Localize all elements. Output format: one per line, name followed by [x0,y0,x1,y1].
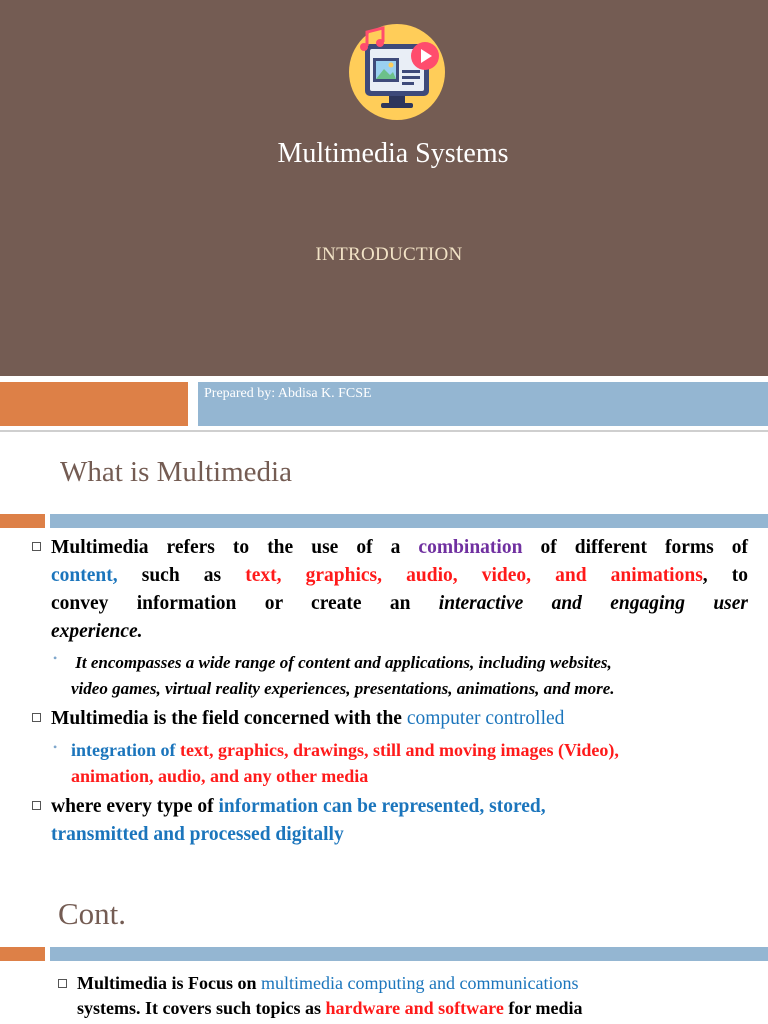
text-run: Multimedia is the field concerned with the [51,708,402,729]
highlight-digital: information can be represented, stored, [218,796,546,817]
round-bullet-icon: • [53,740,58,754]
bullet-paragraph [51,705,748,733]
text-line [71,763,761,789]
orange-accent-bar [0,382,188,426]
highlight-digital: transmitted and processed digitally [51,824,344,845]
highlight-hw-sw: hardware and software [325,998,504,1018]
blue-accent-bar [50,514,768,528]
text-line [51,618,748,646]
text-run: , to [702,565,749,586]
text-line [51,590,748,618]
bullet-paragraph [51,793,748,849]
text-run: convey information or create an [51,593,411,614]
square-bullet-icon [32,801,41,810]
italic-run: experience. [51,621,143,642]
text-run: Multimedia is Focus on [77,973,257,993]
slide-divider [0,430,768,432]
italic-run: interactive and engaging user [438,593,748,614]
orange-accent-bar [0,947,45,961]
slide-subtitle: INTRODUCTION [315,244,463,265]
square-bullet-icon [32,542,41,551]
text-run: video games, virtual reality experiences, presentations, animations, and more. [71,679,615,698]
text-line [71,650,761,676]
text-line [51,534,748,562]
text-run: of different forms of [540,537,749,558]
text-line [77,971,757,996]
slide-heading: What is Multimedia [60,456,292,488]
square-bullet-icon [32,713,41,722]
slide-title: Multimedia Systems [277,138,509,169]
highlight-media-list: animation, audio, and any other media [71,766,369,786]
text-line [51,793,748,821]
text-line [71,737,761,763]
highlight-computer-controlled: computer controlled [406,708,565,729]
blue-accent-bar [50,947,768,961]
text-run: It encompasses a wide range of content and applications, including websites, [75,653,612,672]
text-run: Multimedia refers to the use of a [51,537,401,558]
text-line [51,821,748,849]
multimedia-monitor-icon [349,24,445,120]
prepared-by-text: Prepared by: Abdisa K. FCSE [204,386,372,401]
text-line [71,676,761,702]
highlight-media-types: text, graphics, audio, video, and animations [245,565,703,586]
orange-accent-bar [0,514,45,528]
sub-bullet-paragraph [71,737,761,789]
text-run: systems. It covers such topics as [77,998,321,1018]
text-line [51,562,748,590]
text-run: integration of [71,740,176,760]
highlight-computing: multimedia computing and communications [261,973,579,993]
square-bullet-icon [58,979,67,988]
text-line [77,996,757,1021]
round-bullet-icon: • [53,651,58,665]
highlight-media-list: text, graphics, drawings, still and moving images (Video), [179,740,619,760]
title-slide [0,0,768,430]
bullet-paragraph [51,534,748,646]
bullet-paragraph [77,971,757,1021]
text-run: where every type of [51,796,214,817]
text-run: such as [141,565,222,586]
highlight-content: content, [51,565,118,586]
highlight-combination: combination [418,537,523,558]
text-run: for media [508,998,583,1018]
sub-bullet-paragraph [71,650,761,702]
slide-heading: Cont. [58,896,127,931]
